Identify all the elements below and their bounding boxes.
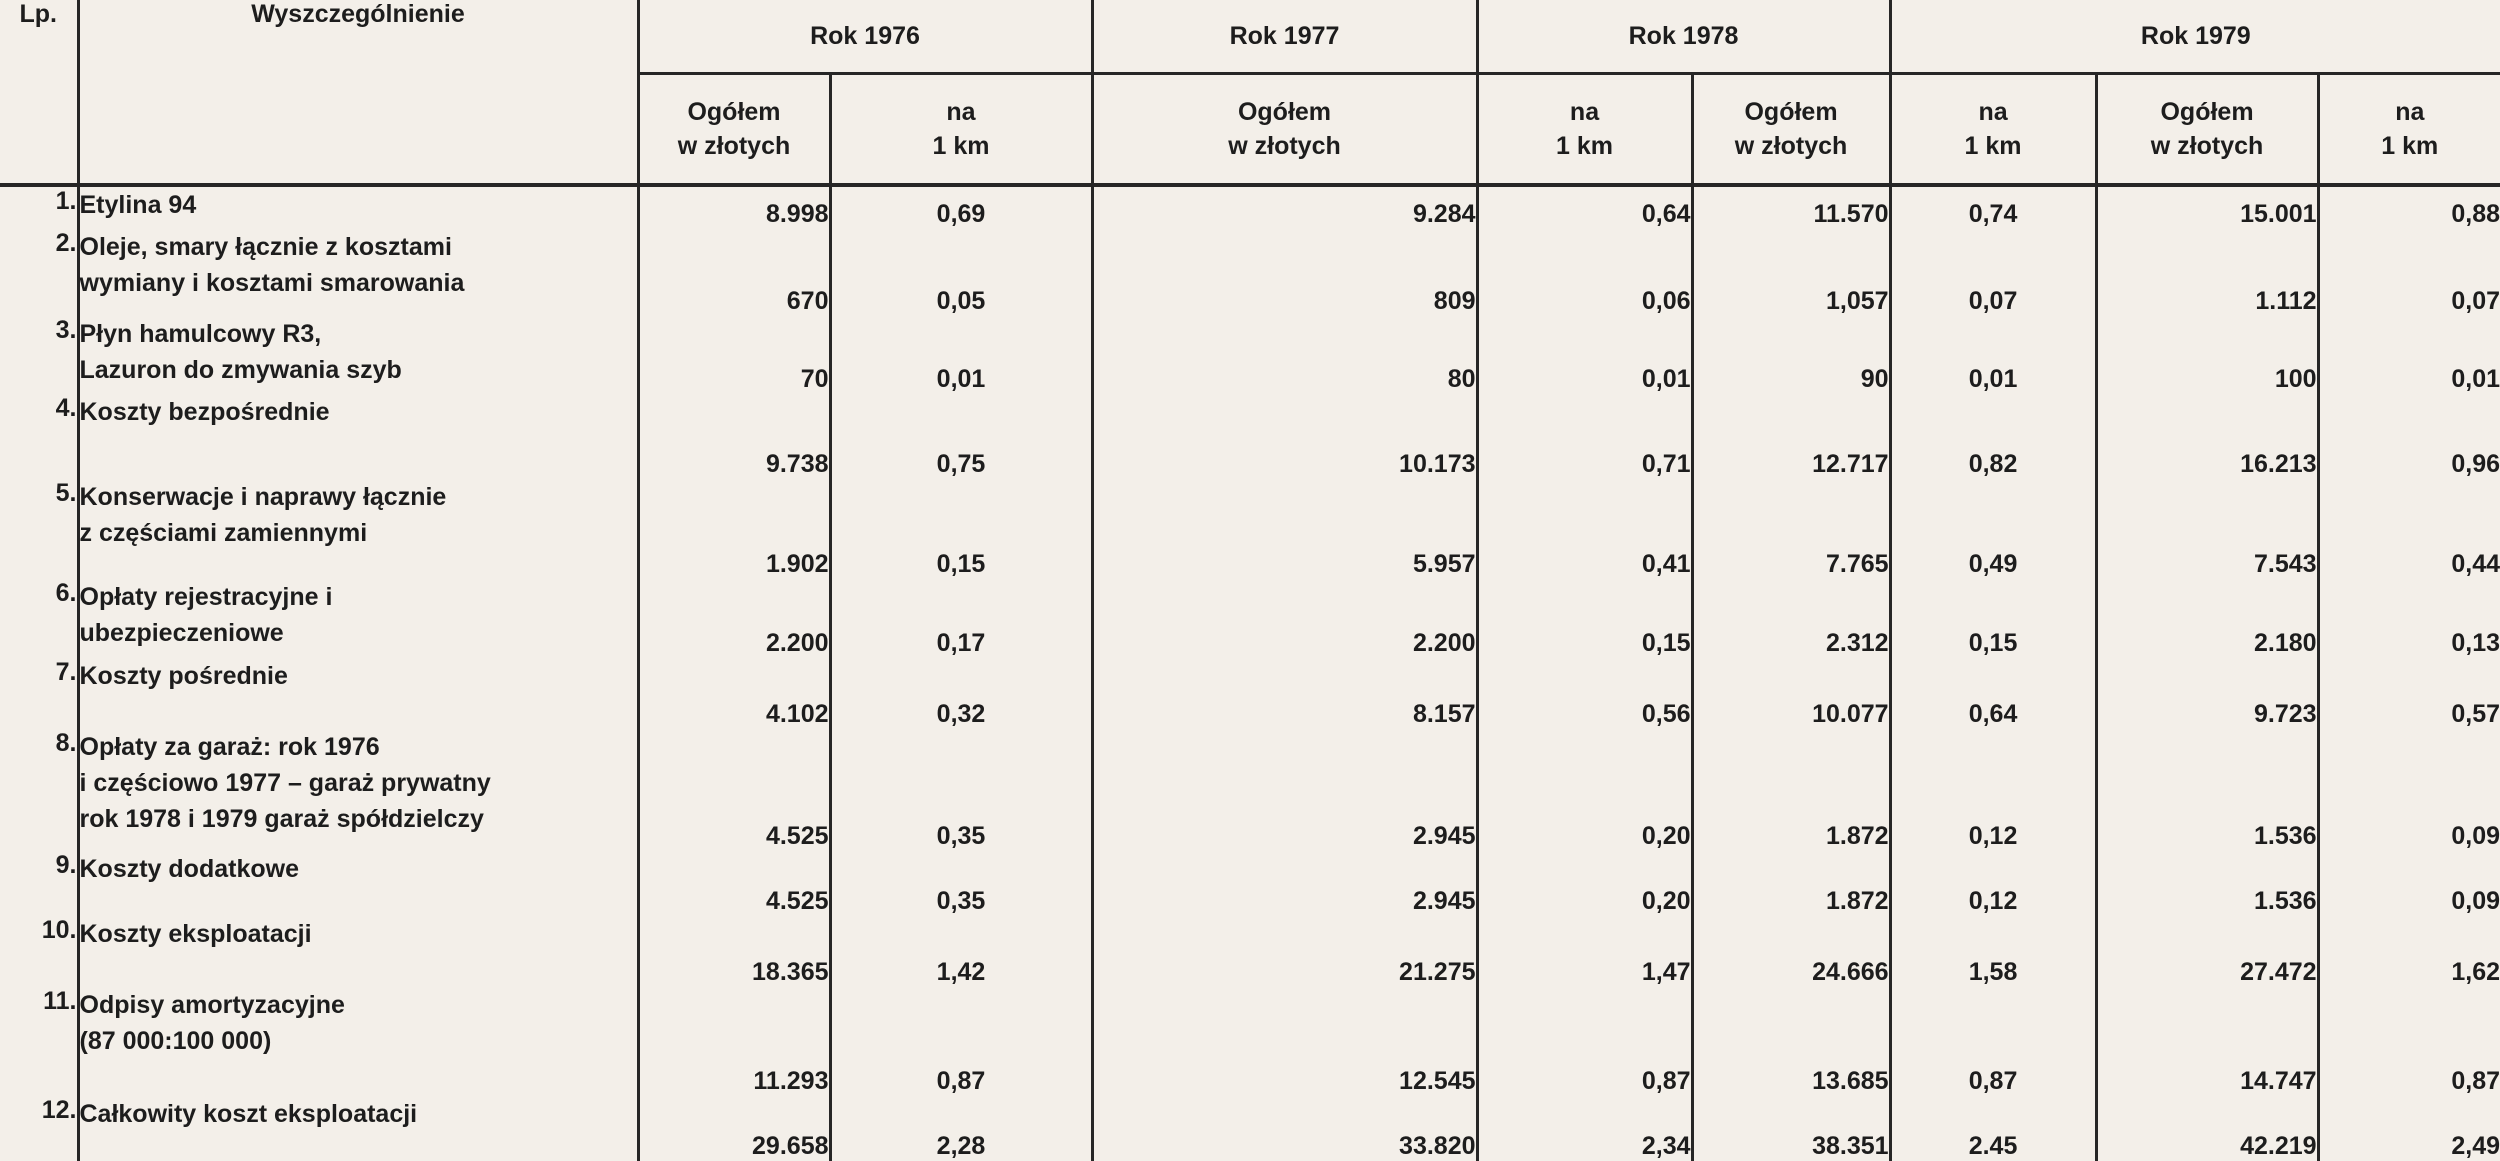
cell-total-pln: 21.275 bbox=[1092, 916, 1477, 987]
cell-per-km: 0,20 bbox=[1477, 851, 1692, 916]
cell-total-pln: 38.351 bbox=[1692, 1096, 1890, 1161]
cell-per-km: 0,35 bbox=[830, 851, 1092, 916]
cell-per-km: 2,49 bbox=[2451, 1132, 2500, 1160]
cell-total-pln: 80 bbox=[1092, 316, 1477, 394]
table-row bbox=[0, 579, 2500, 657]
cell-total-pln: 4.525 bbox=[638, 851, 830, 916]
cell-total-pln: 9.284 bbox=[1092, 185, 1477, 229]
row-number: 11. bbox=[0, 987, 78, 1096]
cell-per-km: 0,44 bbox=[2451, 550, 2500, 579]
cell-total-pln: 9.723 bbox=[2096, 658, 2318, 729]
cell-per-km: 0,09 bbox=[2451, 886, 2500, 915]
row-description: Konserwacje i naprawy łącznie z częściami zamiennymi bbox=[78, 479, 638, 579]
cell-total-pln: 1,057 bbox=[1692, 229, 1890, 316]
cell-total-pln: 4.102 bbox=[638, 658, 830, 729]
cell-total-pln: 2.200 bbox=[1092, 579, 1477, 657]
cell-per-km: 0,71 bbox=[1477, 394, 1692, 479]
cell-total-pln: 10.173 bbox=[1092, 394, 1477, 479]
cell-total-pln: 7.765 bbox=[1692, 479, 1890, 579]
header-per-km: na 1 km bbox=[2318, 74, 2500, 186]
table-row bbox=[0, 729, 2500, 851]
header-year-1977: Rok 1977 bbox=[1092, 0, 1477, 74]
table-row bbox=[0, 916, 2500, 987]
row-description: Płyn hamulcowy R3, Lazuron do zmywania szyb bbox=[78, 316, 638, 394]
cell-total-pln: 1.112 bbox=[2096, 229, 2318, 316]
cell-total-pln: 1.536 bbox=[2096, 729, 2318, 851]
cell-per-km: 0,35 bbox=[830, 729, 1092, 851]
row-description: Opłaty za garaż: rok 1976 i częściowo 1977 – garaż prywatny rok 1978 i 1979 garaż spółdzielczy bbox=[78, 729, 638, 851]
cell-per-km: 0,17 bbox=[830, 579, 1092, 657]
header-total: Ogółem w złotych bbox=[1692, 74, 1890, 186]
cell-per-km: 2,28 bbox=[830, 1096, 1092, 1161]
cell-total-pln: 1.536 bbox=[2096, 851, 2318, 916]
header-per-km: na 1 km bbox=[1890, 74, 2096, 186]
cell-total-pln: 18.365 bbox=[638, 916, 830, 987]
header-per-km: na 1 km bbox=[1477, 74, 1692, 186]
row-number: 5. bbox=[0, 479, 78, 579]
cell-total-pln: 27.472 bbox=[2096, 916, 2318, 987]
row-number: 10. bbox=[0, 916, 78, 987]
row-number: 1. bbox=[0, 185, 78, 229]
cell-per-km: 0,12 bbox=[1890, 851, 2096, 916]
cell-per-km: 2.45 bbox=[1890, 1096, 2096, 1161]
cell-total-pln: 11.293 bbox=[638, 987, 830, 1096]
cell-total-pln: 4.525 bbox=[638, 729, 830, 851]
cell-per-km: 0,87 bbox=[1890, 987, 2096, 1096]
cell-total-pln: 24.666 bbox=[1692, 916, 1890, 987]
cell-total-pln: 42.219 bbox=[2096, 1096, 2318, 1161]
row-description: Koszty eksploatacji bbox=[78, 916, 638, 987]
cell-total-pln: 70 bbox=[638, 316, 830, 394]
header-lp: Lp. bbox=[0, 0, 78, 185]
cell-per-km: 0,15 bbox=[830, 479, 1092, 579]
row-number: 3. bbox=[0, 316, 78, 394]
row-number: 9. bbox=[0, 851, 78, 916]
cell-per-km: 0,01 bbox=[1890, 316, 2096, 394]
header-total: Ogółem w złotych bbox=[1092, 74, 1477, 186]
cell-per-km: 0,49 bbox=[1890, 479, 2096, 579]
cell-total-pln: 13.685 bbox=[1692, 987, 1890, 1096]
header-year-1978: Rok 1978 bbox=[1477, 0, 1890, 74]
header-total: Ogółem w złotych bbox=[2096, 74, 2318, 186]
cell-total-pln: 9.738 bbox=[638, 394, 830, 479]
cell-per-km: 1,58 bbox=[1890, 916, 2096, 987]
cell-total-pln: 2.945 bbox=[1092, 729, 1477, 851]
cell-per-km: 0,64 bbox=[1890, 658, 2096, 729]
cell-per-km: 0,64 bbox=[1477, 185, 1692, 229]
cell-total-pln: 15.001 bbox=[2096, 185, 2318, 229]
table-row bbox=[0, 658, 2500, 729]
row-description: Etylina 94 bbox=[78, 185, 638, 229]
cell-total-pln: 11.570 bbox=[1692, 185, 1890, 229]
row-number: 8. bbox=[0, 729, 78, 851]
header-row-years bbox=[0, 0, 2500, 74]
cell-per-km: 0,20 bbox=[1477, 729, 1692, 851]
cell-per-km: 1,62 bbox=[2451, 957, 2500, 986]
cell-total-pln: 2.312 bbox=[1692, 579, 1890, 657]
cell-per-km: 0,56 bbox=[1477, 658, 1692, 729]
cell-total-pln: 16.213 bbox=[2096, 394, 2318, 479]
cell-total-pln: 809 bbox=[1092, 229, 1477, 316]
cell-per-km: 0,01 bbox=[2451, 365, 2500, 394]
cell-total-pln: 1.872 bbox=[1692, 729, 1890, 851]
row-description: Odpisy amortyzacyjne (87 000:100 000) bbox=[78, 987, 638, 1096]
cell-total-pln: 14.747 bbox=[2096, 987, 2318, 1096]
cell-total-pln: 1.872 bbox=[1692, 851, 1890, 916]
cell-total-pln: 2.200 bbox=[638, 579, 830, 657]
row-description: Opłaty rejestracyjne i ubezpieczeniowe bbox=[78, 579, 638, 657]
cell-per-km: 0,88 bbox=[2451, 199, 2500, 228]
cell-per-km: 0,06 bbox=[1477, 229, 1692, 316]
row-description: Koszty pośrednie bbox=[78, 658, 638, 729]
cell-per-km: 0,57 bbox=[2451, 699, 2500, 728]
cell-per-km: 0,41 bbox=[1477, 479, 1692, 579]
cell-per-km: 0,74 bbox=[1890, 185, 2096, 229]
cell-per-km: 0,12 bbox=[1890, 729, 2096, 851]
cell-per-km: 0,13 bbox=[2451, 628, 2500, 657]
cell-per-km: 0,15 bbox=[1890, 579, 2096, 657]
cell-per-km: 0,87 bbox=[2451, 1066, 2500, 1095]
cell-total-pln: 10.077 bbox=[1692, 658, 1890, 729]
cell-total-pln: 1.902 bbox=[638, 479, 830, 579]
cell-total-pln: 8.157 bbox=[1092, 658, 1477, 729]
cell-total-pln: 29.658 bbox=[638, 1096, 830, 1161]
cell-total-pln: 33.820 bbox=[1092, 1096, 1477, 1161]
header-year-1979: Rok 1979 bbox=[1890, 0, 2500, 74]
row-number: 7. bbox=[0, 658, 78, 729]
cell-total-pln: 90 bbox=[1692, 316, 1890, 394]
header-year-1976: Rok 1976 bbox=[638, 0, 1092, 74]
table-row bbox=[0, 851, 2500, 916]
cell-total-pln: 12.717 bbox=[1692, 394, 1890, 479]
header-description: Wyszczególnienie bbox=[78, 0, 638, 185]
cell-per-km: 0,07 bbox=[2451, 286, 2500, 315]
cell-per-km: 0,15 bbox=[1477, 579, 1692, 657]
cell-total-pln: 100 bbox=[2096, 316, 2318, 394]
cell-per-km: 0,75 bbox=[830, 394, 1092, 479]
row-number: 2. bbox=[0, 229, 78, 316]
table-row bbox=[0, 1096, 2500, 1161]
cell-per-km: 0,01 bbox=[1477, 316, 1692, 394]
cell-total-pln: 2.180 bbox=[2096, 579, 2318, 657]
table-row bbox=[0, 185, 2500, 229]
row-description: Całkowity koszt eksploatacji bbox=[78, 1096, 638, 1161]
cell-per-km: 1,42 bbox=[830, 916, 1092, 987]
header-total: Ogółem w złotych bbox=[638, 74, 830, 186]
cell-total-pln: 5.957 bbox=[1092, 479, 1477, 579]
row-description: Koszty dodatkowe bbox=[78, 851, 638, 916]
cell-per-km: 0,01 bbox=[830, 316, 1092, 394]
header-per-km: na 1 km bbox=[830, 74, 1092, 186]
table-row bbox=[0, 394, 2500, 479]
table-row bbox=[0, 229, 2500, 316]
row-number: 12. bbox=[0, 1096, 78, 1161]
cell-per-km: 0,07 bbox=[1890, 229, 2096, 316]
row-number: 6. bbox=[0, 579, 78, 657]
table-row bbox=[0, 987, 2500, 1096]
cell-per-km: 0,32 bbox=[830, 658, 1092, 729]
cell-total-pln: 7.543 bbox=[2096, 479, 2318, 579]
cell-per-km: 0,96 bbox=[2451, 450, 2500, 479]
cell-per-km: 0,09 bbox=[2451, 821, 2500, 850]
cell-total-pln: 8.998 bbox=[638, 185, 830, 229]
row-description: Koszty bezpośrednie bbox=[78, 394, 638, 479]
cell-total-pln: 670 bbox=[638, 229, 830, 316]
cell-total-pln: 12.545 bbox=[1092, 987, 1477, 1096]
row-description: Oleje, smary łącznie z kosztami wymiany i kosztami smarowania bbox=[78, 229, 638, 316]
cell-per-km: 0,87 bbox=[830, 987, 1092, 1096]
cell-total-pln: 2.945 bbox=[1092, 851, 1477, 916]
cell-per-km: 2,34 bbox=[1477, 1096, 1692, 1161]
cell-per-km: 0,82 bbox=[1890, 394, 2096, 479]
cell-per-km: 1,47 bbox=[1477, 916, 1692, 987]
cell-per-km: 0,05 bbox=[830, 229, 1092, 316]
cell-per-km: 0,69 bbox=[830, 185, 1092, 229]
table-row bbox=[0, 316, 2500, 394]
table-row bbox=[0, 479, 2500, 579]
row-number: 4. bbox=[0, 394, 78, 479]
cell-per-km: 0,87 bbox=[1477, 987, 1692, 1096]
